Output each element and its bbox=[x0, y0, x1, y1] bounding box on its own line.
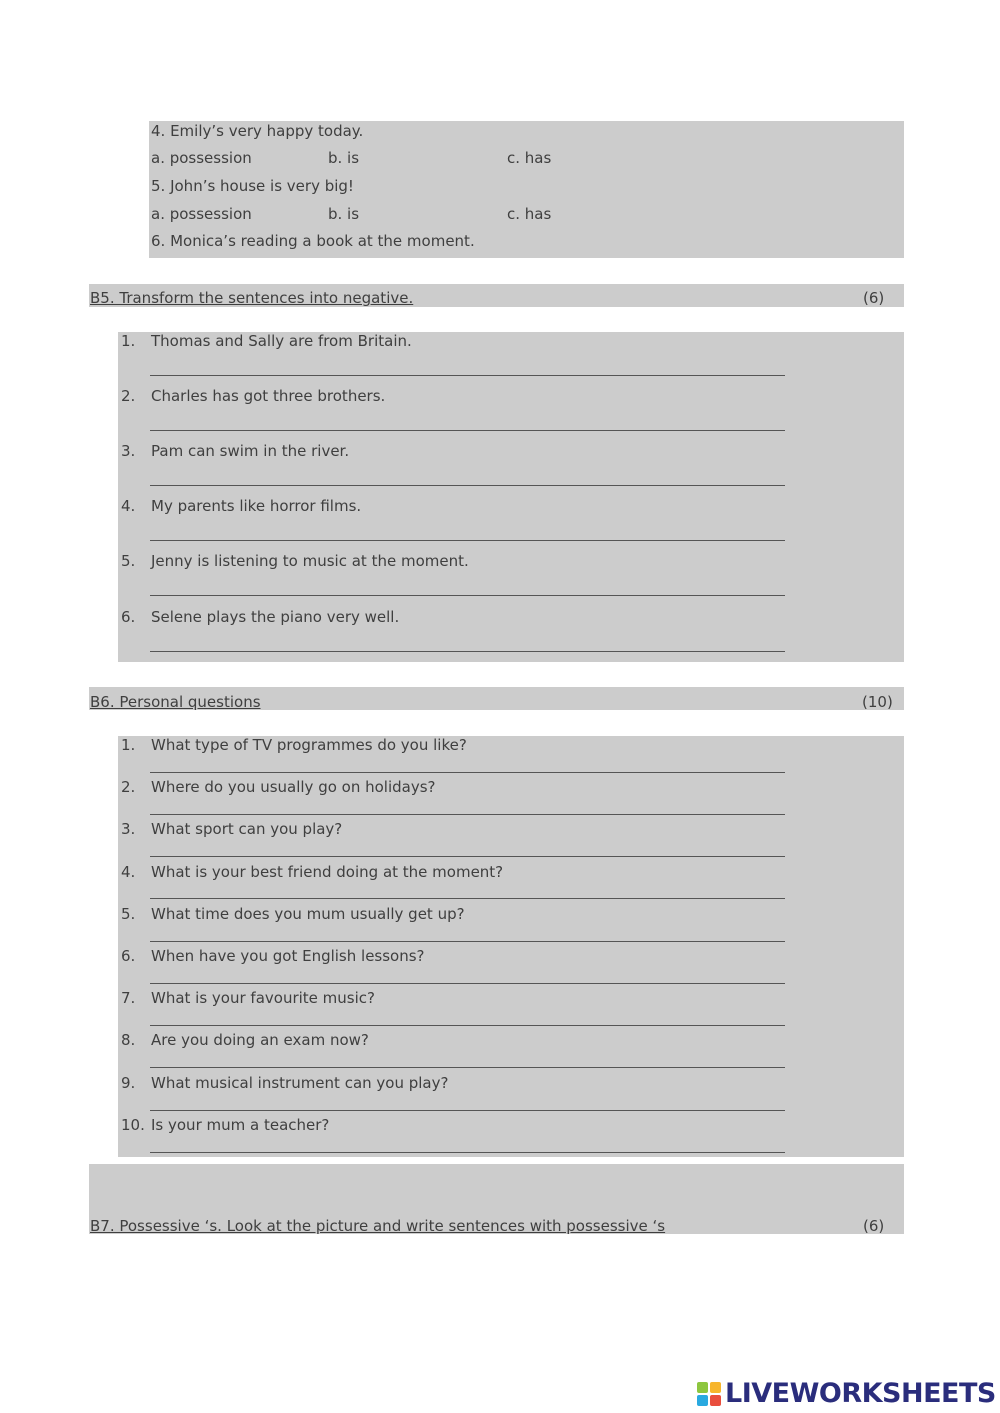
b5-title: B5. Transform the sentences into negative. bbox=[90, 289, 414, 307]
b6-item-2-num: 2. bbox=[121, 778, 136, 796]
b6-item-4-answer-line[interactable] bbox=[150, 898, 785, 899]
b4-item-4-sentence: 4. Emily’s very happy today. bbox=[151, 122, 364, 140]
logo-grid-icon bbox=[697, 1380, 723, 1406]
b6-item-3-answer-line[interactable] bbox=[150, 856, 785, 857]
b6-item-5-text: What time does you mum usually get up? bbox=[151, 905, 465, 923]
b5-score: (6) bbox=[863, 289, 885, 307]
b5-item-5-answer-line[interactable] bbox=[150, 595, 785, 596]
b4-item-5-option-c[interactable]: c. has bbox=[507, 205, 552, 223]
b5-item-3-answer-line[interactable] bbox=[150, 485, 785, 486]
b6-item-2-answer-line[interactable] bbox=[150, 814, 785, 815]
b5-item-5-num: 5. bbox=[121, 552, 136, 570]
b6-item-1-text: What type of TV programmes do you like? bbox=[151, 736, 467, 754]
b6-item-10-answer-line[interactable] bbox=[150, 1152, 785, 1153]
b6-item-10-num: 10. bbox=[121, 1116, 145, 1134]
b6-item-3-num: 3. bbox=[121, 820, 136, 838]
b5-item-2-answer-line[interactable] bbox=[150, 430, 785, 431]
b5-item-6-text: Selene plays the piano very well. bbox=[151, 608, 400, 626]
b6-item-6-text: When have you got English lessons? bbox=[151, 947, 425, 965]
b4-item-5-sentence: 5. John’s house is very big! bbox=[151, 177, 354, 195]
b5-item-4-num: 4. bbox=[121, 497, 136, 515]
b6-item-8-answer-line[interactable] bbox=[150, 1067, 785, 1068]
b6-item-2-text: Where do you usually go on holidays? bbox=[151, 778, 436, 796]
b6-item-10-text: Is your mum a teacher? bbox=[151, 1116, 330, 1134]
b6-title: B6. Personal questions bbox=[90, 693, 261, 711]
b6-item-9-answer-line[interactable] bbox=[150, 1110, 785, 1111]
b5-item-3-num: 3. bbox=[121, 442, 136, 460]
b6-item-9-text: What musical instrument can you play? bbox=[151, 1074, 449, 1092]
b6-item-3-text: What sport can you play? bbox=[151, 820, 343, 838]
b5-item-2-num: 2. bbox=[121, 387, 136, 405]
b6-item-7-answer-line[interactable] bbox=[150, 1025, 785, 1026]
b5-item-1-num: 1. bbox=[121, 332, 136, 350]
b4-item-6-sentence: 6. Monica’s reading a book at the moment. bbox=[151, 232, 475, 250]
b4-item-5-option-b[interactable]: b. is bbox=[328, 205, 360, 223]
b6-item-5-answer-line[interactable] bbox=[150, 941, 785, 942]
b6-item-7-num: 7. bbox=[121, 989, 136, 1007]
b5-item-4-answer-line[interactable] bbox=[150, 540, 785, 541]
b6-item-9-num: 9. bbox=[121, 1074, 136, 1092]
b4-item-4-option-b[interactable]: b. is bbox=[328, 149, 360, 167]
b5-item-3-text: Pam can swim in the river. bbox=[151, 442, 350, 460]
b6-item-6-answer-line[interactable] bbox=[150, 983, 785, 984]
b7-score: (6) bbox=[863, 1217, 885, 1235]
b6-item-8-num: 8. bbox=[121, 1031, 136, 1049]
b5-item-6-num: 6. bbox=[121, 608, 136, 626]
b6-score: (10) bbox=[862, 693, 893, 711]
logo-text: LIVEWORKSHEETS bbox=[725, 1377, 996, 1409]
b6-item-8-text: Are you doing an exam now? bbox=[151, 1031, 369, 1049]
b6-item-4-text: What is your best friend doing at the moment? bbox=[151, 863, 504, 881]
b5-item-4-text: My parents like horror films. bbox=[151, 497, 362, 515]
b5-item-5-text: Jenny is listening to music at the moment. bbox=[151, 552, 469, 570]
b6-item-5-num: 5. bbox=[121, 905, 136, 923]
b7-title: B7. Possessive ‘s. Look at the picture and write sentences with possessive ‘s bbox=[90, 1217, 666, 1235]
b6-item-6-num: 6. bbox=[121, 947, 136, 965]
b5-item-1-answer-line[interactable] bbox=[150, 375, 785, 376]
b5-item-1-text: Thomas and Sally are from Britain. bbox=[151, 332, 412, 350]
b6-item-1-num: 1. bbox=[121, 736, 136, 754]
liveworksheets-logo bbox=[697, 1376, 996, 1410]
b4-item-4-option-a[interactable]: a. possession bbox=[151, 149, 252, 167]
b4-item-5-option-a[interactable]: a. possession bbox=[151, 205, 252, 223]
b6-item-4-num: 4. bbox=[121, 863, 136, 881]
b6-item-1-answer-line[interactable] bbox=[150, 772, 785, 773]
b5-item-2-text: Charles has got three brothers. bbox=[151, 387, 386, 405]
b5-item-6-answer-line[interactable] bbox=[150, 651, 785, 652]
b4-item-4-option-c[interactable]: c. has bbox=[507, 149, 552, 167]
b6-item-7-text: What is your favourite music? bbox=[151, 989, 375, 1007]
